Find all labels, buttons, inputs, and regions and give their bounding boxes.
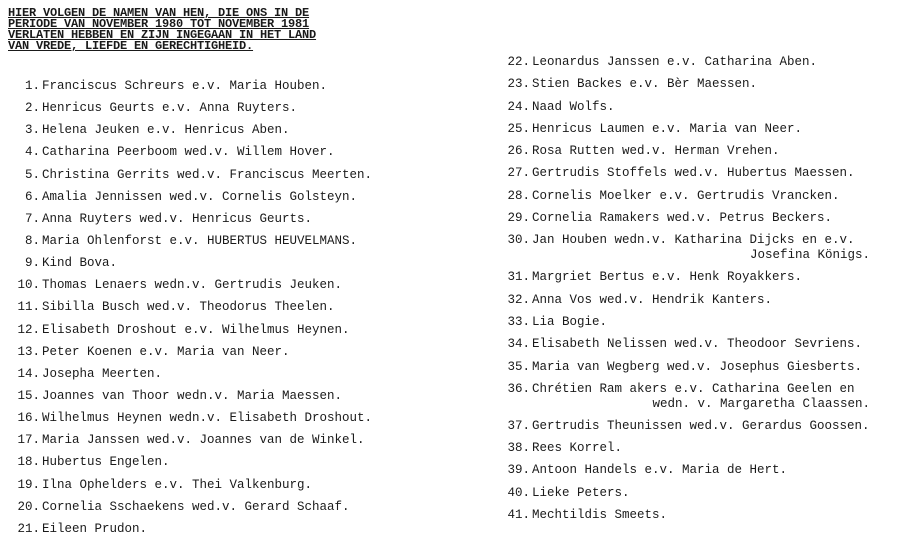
entry-text: Anna Ruyters wed.v. Henricus Geurts.: [42, 211, 313, 226]
entry-number: 10.: [17, 278, 40, 293]
list-item: [8, 389, 448, 411]
list-item: [8, 411, 448, 433]
entry-number: 22.: [507, 55, 530, 69]
header-line: VAN VREDE, LIEFDE EN GERECHTIGHEID.: [8, 39, 254, 53]
list-item: [8, 323, 448, 345]
entry-number: 33.: [507, 314, 530, 329]
entry-text: Henricus Laumen e.v. Maria van Neer.: [532, 121, 803, 136]
entry-continuation: Josefina Königs.: [749, 248, 870, 263]
entry-number: 6.: [24, 189, 40, 204]
entry-text: Rosa Rutten wed.v. Herman Vrehen.: [532, 144, 780, 159]
entry-text: Gertrudis Stoffels wed.v. Hubertus Maessen.: [532, 166, 855, 181]
list-item: [498, 211, 898, 233]
entry-text: Antoon Handels e.v. Maria de Hert.: [532, 463, 788, 478]
entry-number: 8.: [24, 233, 40, 248]
entry-number: 18.: [17, 455, 40, 470]
entry-number: 3.: [24, 123, 40, 138]
entry-text: Cornelia Ramakers wed.v. Petrus Beckers.: [532, 211, 833, 226]
entry-number: 32.: [507, 292, 530, 307]
list-item: [498, 419, 898, 441]
entry-text: Amalia Jennissen wed.v. Cornelis Golsteyn.: [42, 189, 358, 204]
entry-text: Sibilla Busch wed.v. Theodorus Theelen.: [42, 300, 335, 315]
entry-text: Henricus Geurts e.v. Anna Ruyters.: [42, 101, 298, 116]
list-item: [498, 100, 898, 122]
entry-text: Peter Koenen e.v. Maria van Neer.: [42, 344, 290, 359]
entry-number: 31.: [507, 270, 530, 285]
list-item: [8, 433, 448, 455]
entry-number: 37.: [507, 418, 530, 433]
entry-text: Gertrudis Theunissen wed.v. Gerardus Goossen.: [532, 418, 870, 433]
entry-number: 20.: [17, 499, 40, 514]
entry-number: 7.: [24, 211, 40, 226]
entry-text: Cornelia Sschaekens wed.v. Gerard Schaaf.: [42, 499, 350, 514]
entry-text: Naad Wolfs.: [532, 99, 615, 114]
list-item: [498, 315, 898, 337]
right-name-list: [498, 55, 898, 530]
entry-number: 5.: [24, 167, 40, 182]
list-item: [8, 367, 448, 389]
list-item: [498, 337, 898, 359]
entry-number: 12.: [17, 322, 40, 337]
list-item: [498, 508, 898, 530]
entry-text: Kind Bova.: [42, 256, 118, 271]
entry-text: Maria Ohlenforst e.v. HUBERTUS HEUVELMANS.: [42, 233, 358, 248]
list-item: [8, 455, 448, 477]
list-item: [8, 145, 448, 167]
entry-number: 36.: [507, 381, 530, 396]
entry-text: Thomas Lenaers wedn.v. Gertrudis Jeuken.: [42, 278, 343, 293]
entry-text: Christina Gerrits wed.v. Franciscus Meerten.: [42, 167, 373, 182]
entry-text: Franciscus Schreurs e.v. Maria Houben.: [42, 79, 328, 93]
list-item: [8, 256, 448, 278]
entry-number: 24.: [507, 99, 530, 114]
list-item: [498, 441, 898, 463]
list-item: [498, 382, 898, 419]
entry-text: Catharina Peerboom wed.v. Willem Hover.: [42, 145, 335, 160]
header-line: HIER VOLGEN DE NAMEN VAN HEN, DIE ONS IN DE: [8, 6, 310, 20]
entry-text: Hubertus Engelen.: [42, 455, 170, 470]
entry-text: Lieke Peters.: [532, 485, 630, 500]
list-item: [498, 166, 898, 188]
list-item: [8, 190, 448, 212]
entry-text: Cornelis Moelker e.v. Gertrudis Vrancken.: [532, 188, 840, 203]
list-item: [8, 478, 448, 500]
list-item: [498, 77, 898, 99]
entry-number: 14.: [17, 366, 40, 381]
entry-number: 1.: [24, 79, 40, 93]
entry-number: 41.: [507, 508, 530, 523]
entry-number: 34.: [507, 337, 530, 352]
list-item: [498, 144, 898, 166]
entry-text: Rees Korrel.: [532, 441, 623, 456]
entry-number: 16.: [17, 411, 40, 426]
entry-text: Maria van Wegberg wed.v. Josephus Giesberts.: [532, 359, 863, 374]
entry-text: Josepha Meerten.: [42, 366, 163, 381]
list-item: [8, 79, 448, 101]
entry-text: Stien Backes e.v. Bèr Maessen.: [532, 77, 758, 92]
entry-number: 38.: [507, 441, 530, 456]
entry-number: 19.: [17, 477, 40, 492]
list-item: [498, 233, 898, 270]
header-block: [8, 8, 316, 52]
entry-text: Eileen Prudon.: [42, 521, 148, 536]
entry-number: 17.: [17, 433, 40, 448]
entry-number: 27.: [507, 166, 530, 181]
entry-number: 29.: [507, 211, 530, 226]
entry-text: Margriet Bertus e.v. Henk Royakkers.: [532, 270, 803, 285]
entry-number: 13.: [17, 344, 40, 359]
entry-number: 21.: [17, 521, 40, 536]
list-item: [8, 500, 448, 522]
list-item: [498, 122, 898, 144]
entry-number: 2.: [24, 101, 40, 116]
list-item: [498, 55, 898, 77]
list-item: [498, 270, 898, 292]
list-item: [8, 522, 448, 544]
entry-text: Jan Houben wedn.v. Katharina Dijcks en e.v.: [532, 233, 855, 248]
list-item: [498, 360, 898, 382]
list-item: [8, 168, 448, 190]
entry-continuation: wedn. v. Margaretha Claassen.: [652, 396, 870, 411]
entry-text: Wilhelmus Heynen wedn.v. Elisabeth Droshout.: [42, 411, 373, 426]
entry-text: Anna Vos wed.v. Hendrik Kanters.: [532, 292, 773, 307]
entry-number: 15.: [17, 388, 40, 403]
header-line: VERLATEN HEBBEN EN ZIJN INGEGAAN IN HET LAND: [8, 28, 317, 42]
list-item: [8, 212, 448, 234]
list-item: [498, 463, 898, 485]
entry-text: Ilna Ophelders e.v. Thei Valkenburg.: [42, 477, 313, 492]
entry-number: 28.: [507, 188, 530, 203]
list-item: [8, 300, 448, 322]
entry-number: 23.: [507, 77, 530, 92]
entry-number: 26.: [507, 144, 530, 159]
entry-number: 39.: [507, 463, 530, 478]
left-name-list: [8, 79, 448, 544]
entry-text: Maria Janssen wed.v. Joannes van de Winkel.: [42, 433, 365, 448]
entry-text: Helena Jeuken e.v. Henricus Aben.: [42, 123, 290, 138]
list-item: [8, 123, 448, 145]
entry-number: 25.: [507, 121, 530, 136]
entry-text: Joannes van Thoor wedn.v. Maria Maessen.: [42, 388, 343, 403]
entry-number: 40.: [507, 485, 530, 500]
entry-text: Lia Bogie.: [532, 314, 608, 329]
list-item: [8, 345, 448, 367]
entry-number: 35.: [507, 359, 530, 374]
list-item: [498, 189, 898, 211]
header-line: PERIODE VAN NOVEMBER 1980 TOT NOVEMBER 1981: [8, 17, 310, 31]
entry-text: Mechtildis Smeets.: [532, 508, 668, 523]
entry-text: Elisabeth Nelissen wed.v. Theodoor Sevriens.: [532, 337, 863, 352]
entry-text: Leonardus Janssen e.v. Catharina Aben.: [532, 55, 818, 69]
entry-number: 9.: [24, 256, 40, 271]
list-item: [498, 293, 898, 315]
list-item: [8, 278, 448, 300]
entry-text: Elisabeth Droshout e.v. Wilhelmus Heynen.: [42, 322, 350, 337]
list-item: [8, 234, 448, 256]
list-item: [498, 486, 898, 508]
entry-number: 4.: [24, 145, 40, 160]
entry-number: 30.: [507, 233, 530, 248]
list-item: [8, 101, 448, 123]
entry-text: Chrétien Ram akers e.v. Catharina Geelen en: [532, 381, 855, 396]
entry-number: 11.: [17, 300, 40, 315]
